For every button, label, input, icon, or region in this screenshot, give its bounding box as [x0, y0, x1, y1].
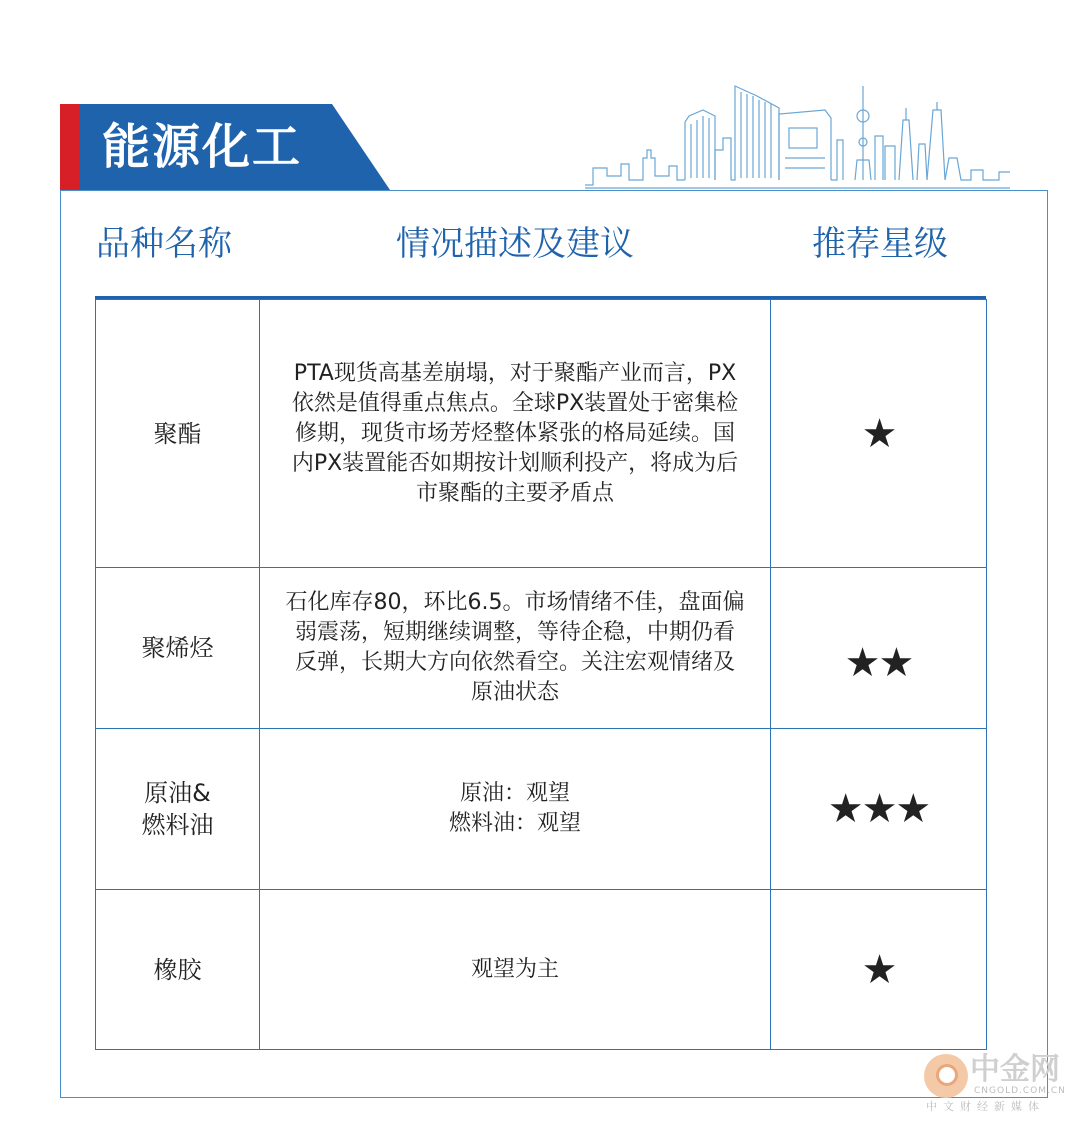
description-line: 弱震荡，短期继续调整，等待企稳，中期仍看	[294, 620, 735, 645]
rating-cell	[771, 568, 987, 729]
header-description: 情况描述及建议	[396, 224, 634, 264]
variety-name-cell	[96, 729, 260, 890]
description-cell	[260, 729, 771, 890]
logo-domain: CNGOLD.COM.CN	[974, 1086, 1066, 1096]
table-row	[96, 890, 987, 1050]
recommendation-table	[95, 299, 987, 1050]
header-rating: 推荐星级	[812, 224, 948, 264]
description-line: 石化库存80，环比6.5。市场情绪不佳，盘面偏	[285, 590, 745, 615]
variety-name: 燃料油	[141, 811, 214, 839]
logo-name: 中金网	[970, 1052, 1060, 1087]
description-line: 观望为主	[470, 956, 559, 982]
description-line: 市聚酯的主要矛盾点	[415, 480, 614, 506]
logo-mark-inner	[936, 1064, 958, 1086]
description-cell	[260, 890, 771, 1050]
variety-name-cell	[96, 300, 260, 568]
city-skyline-illustration	[585, 80, 1010, 192]
description-line: 反弹，长期大方向依然看空。关注宏观情绪及	[294, 650, 735, 675]
variety-name-cell	[96, 890, 260, 1050]
variety-name: 聚烯烃	[141, 634, 214, 662]
star-rating: ★★	[844, 640, 913, 686]
star-rating: ★★★	[827, 786, 930, 832]
variety-name: 橡胶	[153, 955, 202, 984]
table-row	[96, 300, 987, 568]
header-variety-name: 品种名称	[96, 224, 232, 264]
variety-name-cell	[96, 568, 260, 729]
cngold-logo	[918, 1052, 1078, 1116]
description-line: 内PX装置能否如期按计划顺利投产，将成为后	[291, 450, 739, 476]
table-row	[96, 729, 987, 890]
description-cell	[260, 300, 771, 568]
description-line: 依然是值得重点焦点。全球PX装置处于密集检	[291, 390, 739, 416]
variety-name: 原油&	[144, 779, 211, 807]
star-rating: ★	[861, 410, 896, 457]
logo-mark-icon	[924, 1054, 968, 1098]
description-line: PTA现货高基差崩塌，对于聚酯产业而言，PX	[293, 360, 737, 386]
description-line: 燃料油：观望	[448, 811, 581, 836]
rating-cell	[771, 300, 987, 568]
description-line: 原油：观望	[459, 781, 570, 806]
rating-cell	[771, 890, 987, 1050]
logo-tagline: 中文财经新媒体	[926, 1100, 1045, 1113]
section-title-banner	[60, 104, 390, 190]
star-rating: ★	[861, 946, 896, 993]
description-line: 原油状态	[470, 680, 559, 705]
title-red-bar	[60, 104, 80, 190]
variety-name: 聚酯	[153, 419, 202, 448]
table-row	[96, 568, 987, 729]
section-title: 能源化工	[102, 119, 303, 175]
rating-cell	[771, 729, 987, 890]
description-line: 修期，现货市场芳烃整体紧张的格局延续。国	[294, 420, 735, 446]
description-cell	[260, 568, 771, 729]
